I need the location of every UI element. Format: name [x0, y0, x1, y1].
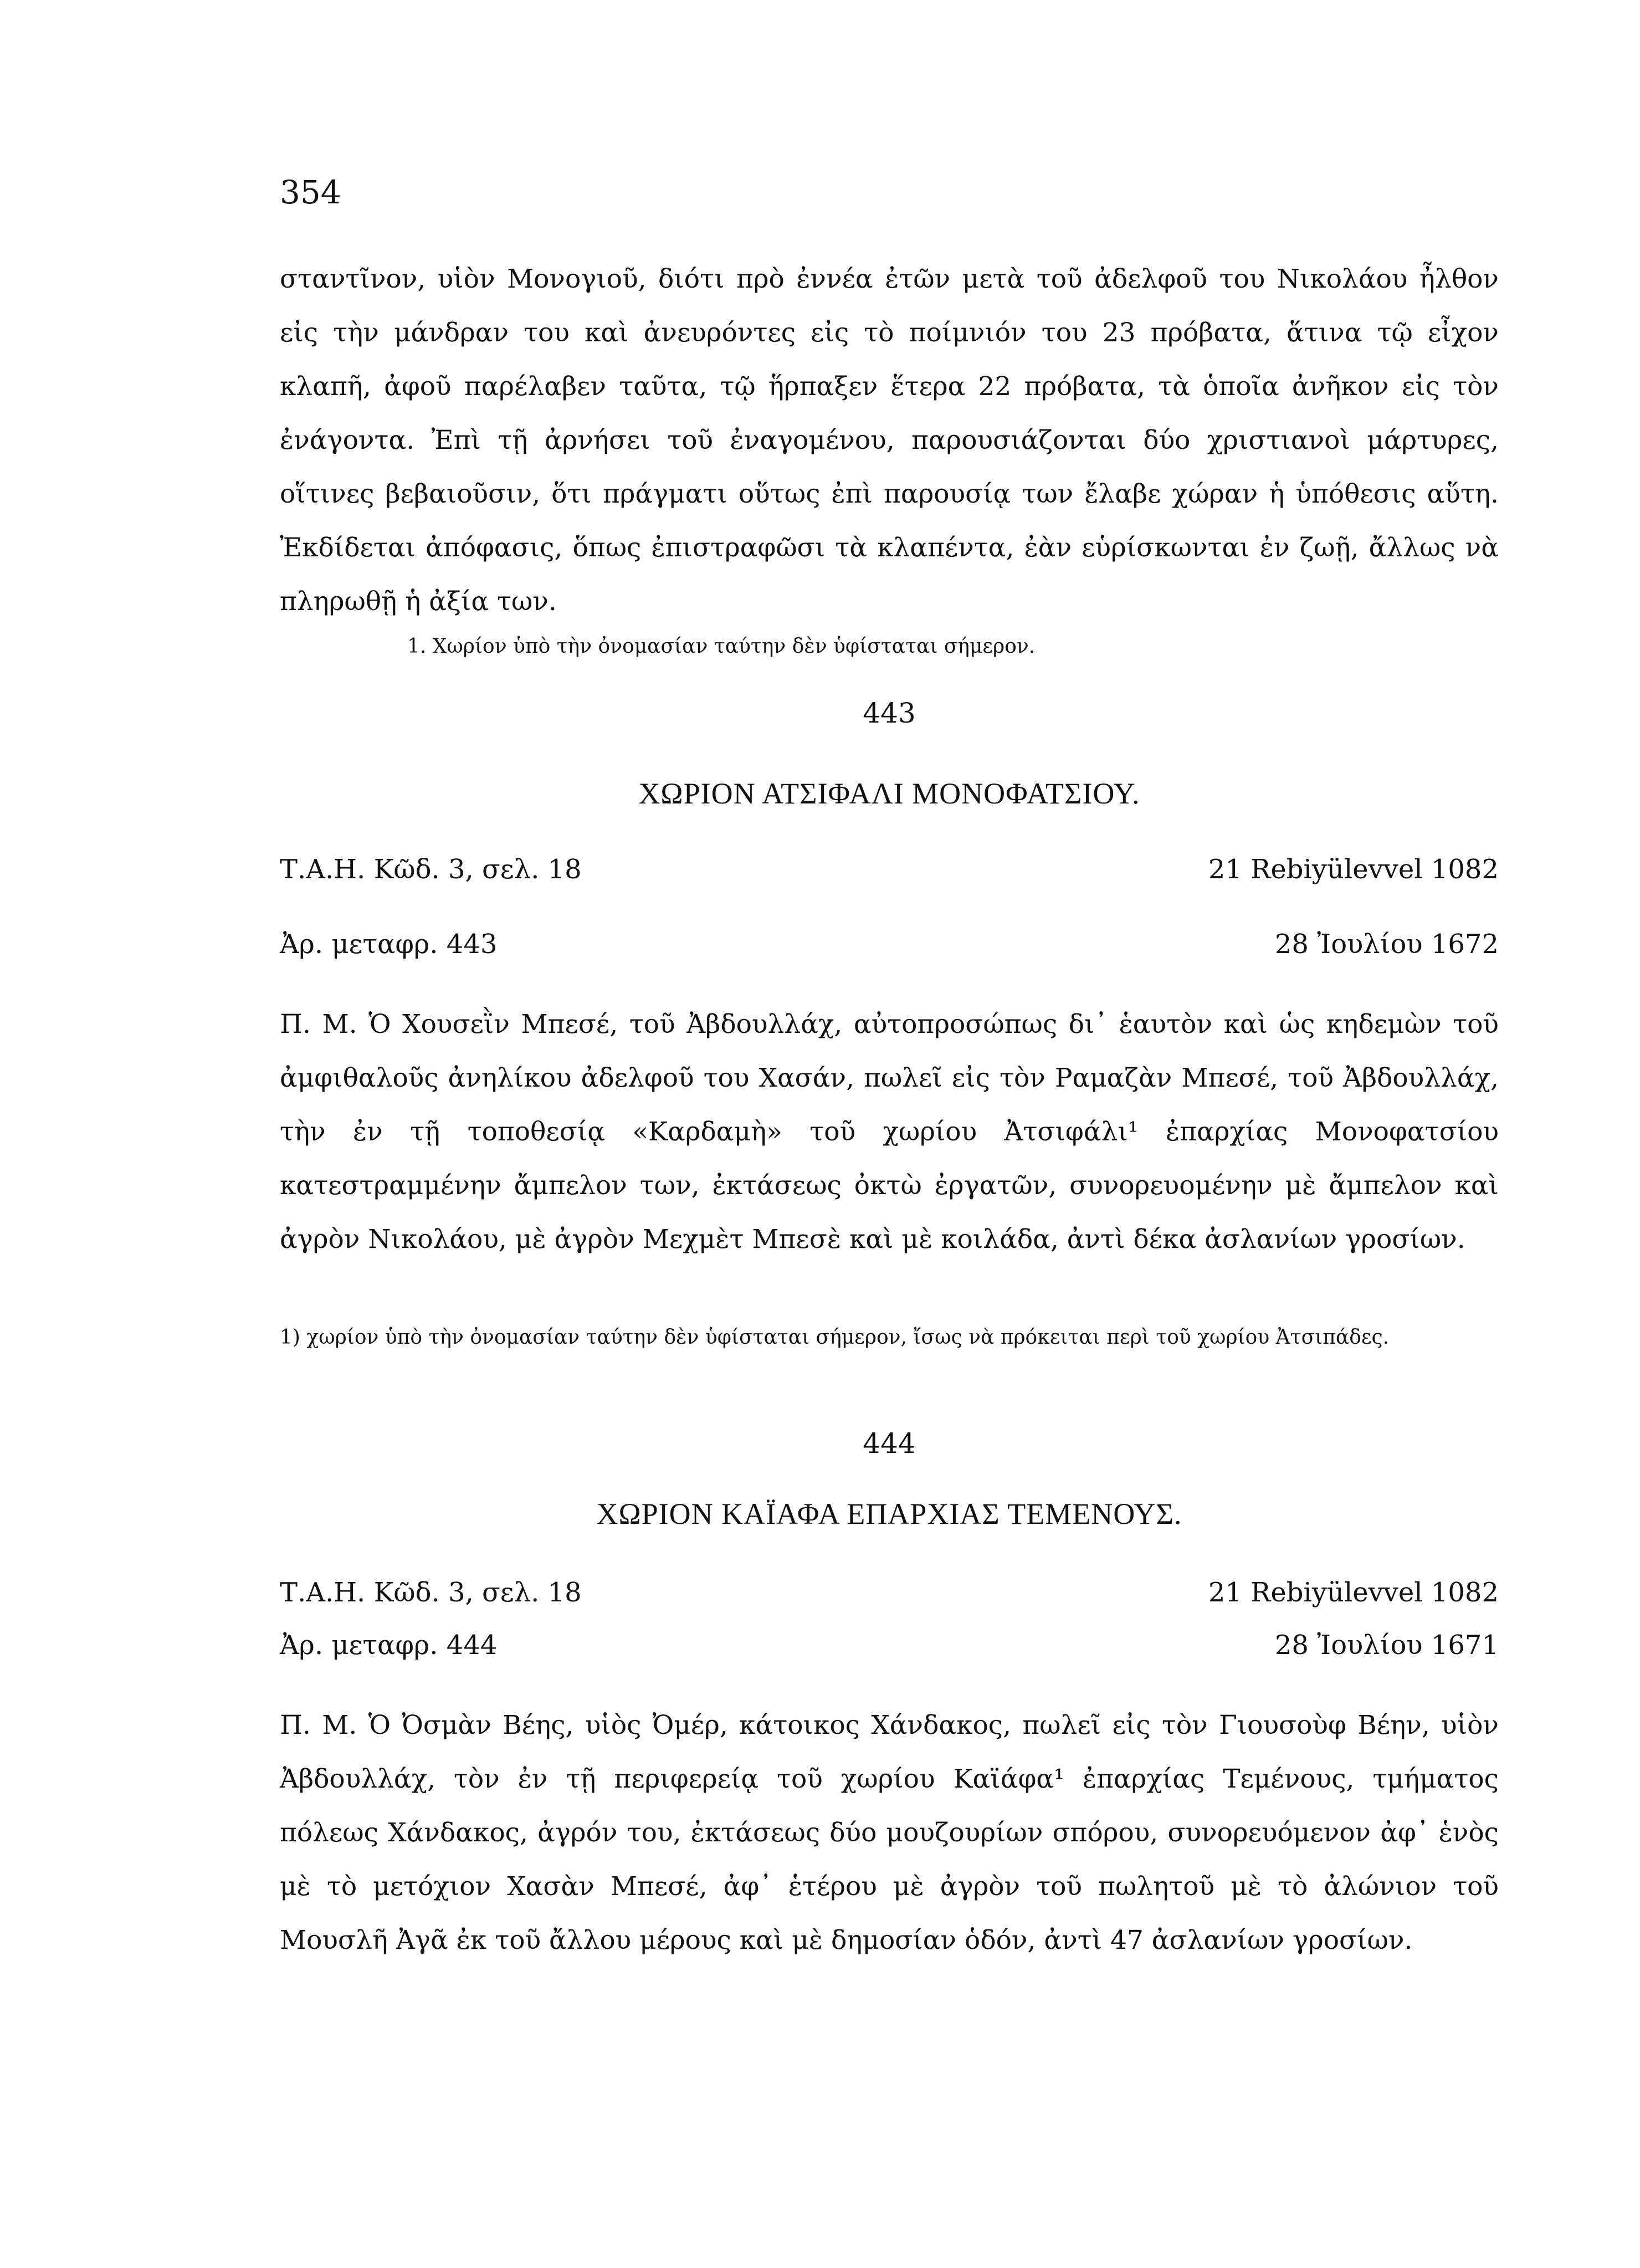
document-text-444: Π. Μ. Ὁ Ὀσμὰν Βέης, υἱὸς Ὀμέρ, κάτοικος Χάνδακος, πωλεῖ εἰς τὸν Γιουσοὺφ Βέην, υἱὸν Ἀβδουλλάχ, τὸν ἐν τῇ περιφερείᾳ τοῦ χωρίου Καϊάφα¹ ἐπαρχίας Τεμένους, τμήματος πόλεως Χάνδακος, ἀγρόν του, ἐκτάσεως δύο μουζουρίων σπόρου, συνορευόμενον ἀφ᾽ ἑνὸς μὲ τὸ μετόχιον Χασὰν Μπεσέ, ἀφ᾽ ἑτέρου μὲ ἀγρὸν τοῦ πωλητοῦ μὲ τὸ ἀλώνιον τοῦ Μουσλῆ Ἀγᾶ ἐκ τοῦ ἄλλου μέρους καὶ μὲ δημοσίαν ὁδόν, ἀντὶ 47 ἀσλανίων γροσίων.	[280, 1710, 1499, 1955]
hijri-date: 21 Rebiyülevvel 1082	[1208, 1577, 1499, 1608]
document-footnote-443: 1) χωρίον ὑπὸ τὴν ὀνομασίαν ταύτην δὲν ὑφίσταται σήμερον, ἴσως νὰ πρόκειται περὶ τοῦ χωρίου Ἀτσιπάδες.	[280, 1326, 1390, 1349]
reference-row-443-2	[280, 931, 1499, 958]
continuation-footnote: 1. Χωρίον ὑπὸ τὴν ὀνομασίαν ταύτην δὲν ὑφίσταται σήμερον.	[407, 635, 1036, 658]
reference-row-444-2	[280, 1630, 1499, 1661]
gregorian-date: 28 Ἰουλίου 1672	[1274, 929, 1499, 960]
document-text-443: Π. Μ. Ὁ Χουσεῒν Μπεσέ, τοῦ Ἀβδουλλάχ, αὐτοπροσώπως δι᾽ ἑαυτὸν καὶ ὡς κηδεμὼν τοῦ ἀμφιθαλοῦς ἀνηλίκου ἀδελφοῦ του Χασάν, πωλεῖ εἰς τὸν Ραμαζὰν Μπεσέ, τοῦ Ἀβδουλλάχ, τὴν ἐν τῇ τοποθεσίᾳ «Καρδαμὴ» τοῦ χωρίου Ἀτσιφάλι¹ ἐπαρχίας Μονοφατσίου κατεστραμμένην ἄμπελον των, ἐκτάσεως ὀκτὼ ἐργατῶν, συνορευομένην μὲ ἄμπελον καὶ ἀγρὸν Νικολάου, μὲ ἀγρὸν Μεχμὲτ Μπεσὲ καὶ μὲ κοιλάδα, ἀντὶ δέκα ἀσλανίων γροσίων.	[280, 1009, 1499, 1255]
reference-row-444-1	[280, 1579, 1499, 1606]
gregorian-date: 28 Ἰουλίου 1671	[1274, 1630, 1499, 1661]
document-title-443: ΧΩΡΙΟΝ ΑΤΣΙΦΑΛΙ ΜΟΝΟΦΑΤΣΙΟΥ.	[638, 777, 1140, 810]
archive-reference: Τ.Α.Η. Κῶδ. 3, σελ. 18	[280, 1577, 582, 1608]
document-title-444: ΧΩΡΙΟΝ ΚΑΪΑΦΑ ΕΠΑΡΧΙΑΣ ΤΕΜΕΝΟΥΣ.	[596, 1497, 1182, 1530]
archive-reference: Τ.Α.Η. Κῶδ. 3, σελ. 18	[280, 854, 582, 885]
page-number: 354	[280, 173, 341, 211]
translation-number: Ἀρ. μεταφρ. 443	[280, 929, 498, 960]
document-number-444: 444	[863, 1427, 916, 1460]
document-number-443: 443	[863, 697, 916, 729]
translation-number: Ἀρ. μεταφρ. 444	[280, 1630, 498, 1661]
continuation-paragraph: σταντῖνον, υἱὸν Μονογιοῦ, διότι πρὸ ἐννέα ἐτῶν μετὰ τοῦ ἀδελφοῦ του Νικολάου ἦλθον εἰς τὴν μάνδραν του καὶ ἀνευρόντες εἰς τὸ ποίμνιόν του 23 πρόβατα, ἅτινα τῷ εἶχον κλαπῆ, ἀφοῦ παρέλαβεν ταῦτα, τῷ ἥρπαξεν ἕτερα 22 πρόβατα, τὰ ὁποῖα ἀνῆκον εἰς τὸν ἐνάγοντα. Ἐπὶ τῇ ἀρνήσει τοῦ ἐναγομένου, παρουσιάζονται δύο χριστιανοὶ μάρτυρες, οἵτινες βεβαιοῦσιν, ὅτι πράγματι οὕτως ἐπὶ παρουσίᾳ των ἔλαβε χώραν ἡ ὑπόθεσις αὕτη. Ἐκδίδεται ἀπόφασις, ὅπως ἐπιστραφῶσι τὰ κλαπέντα, ἐὰν εὑρίσκωνται ἐν ζωῇ, ἄλλως νὰ πληρωθῇ ἡ ἀξία των.	[280, 264, 1499, 617]
hijri-date: 21 Rebiyülevvel 1082	[1208, 854, 1499, 885]
reference-row-443-1	[280, 856, 1499, 883]
